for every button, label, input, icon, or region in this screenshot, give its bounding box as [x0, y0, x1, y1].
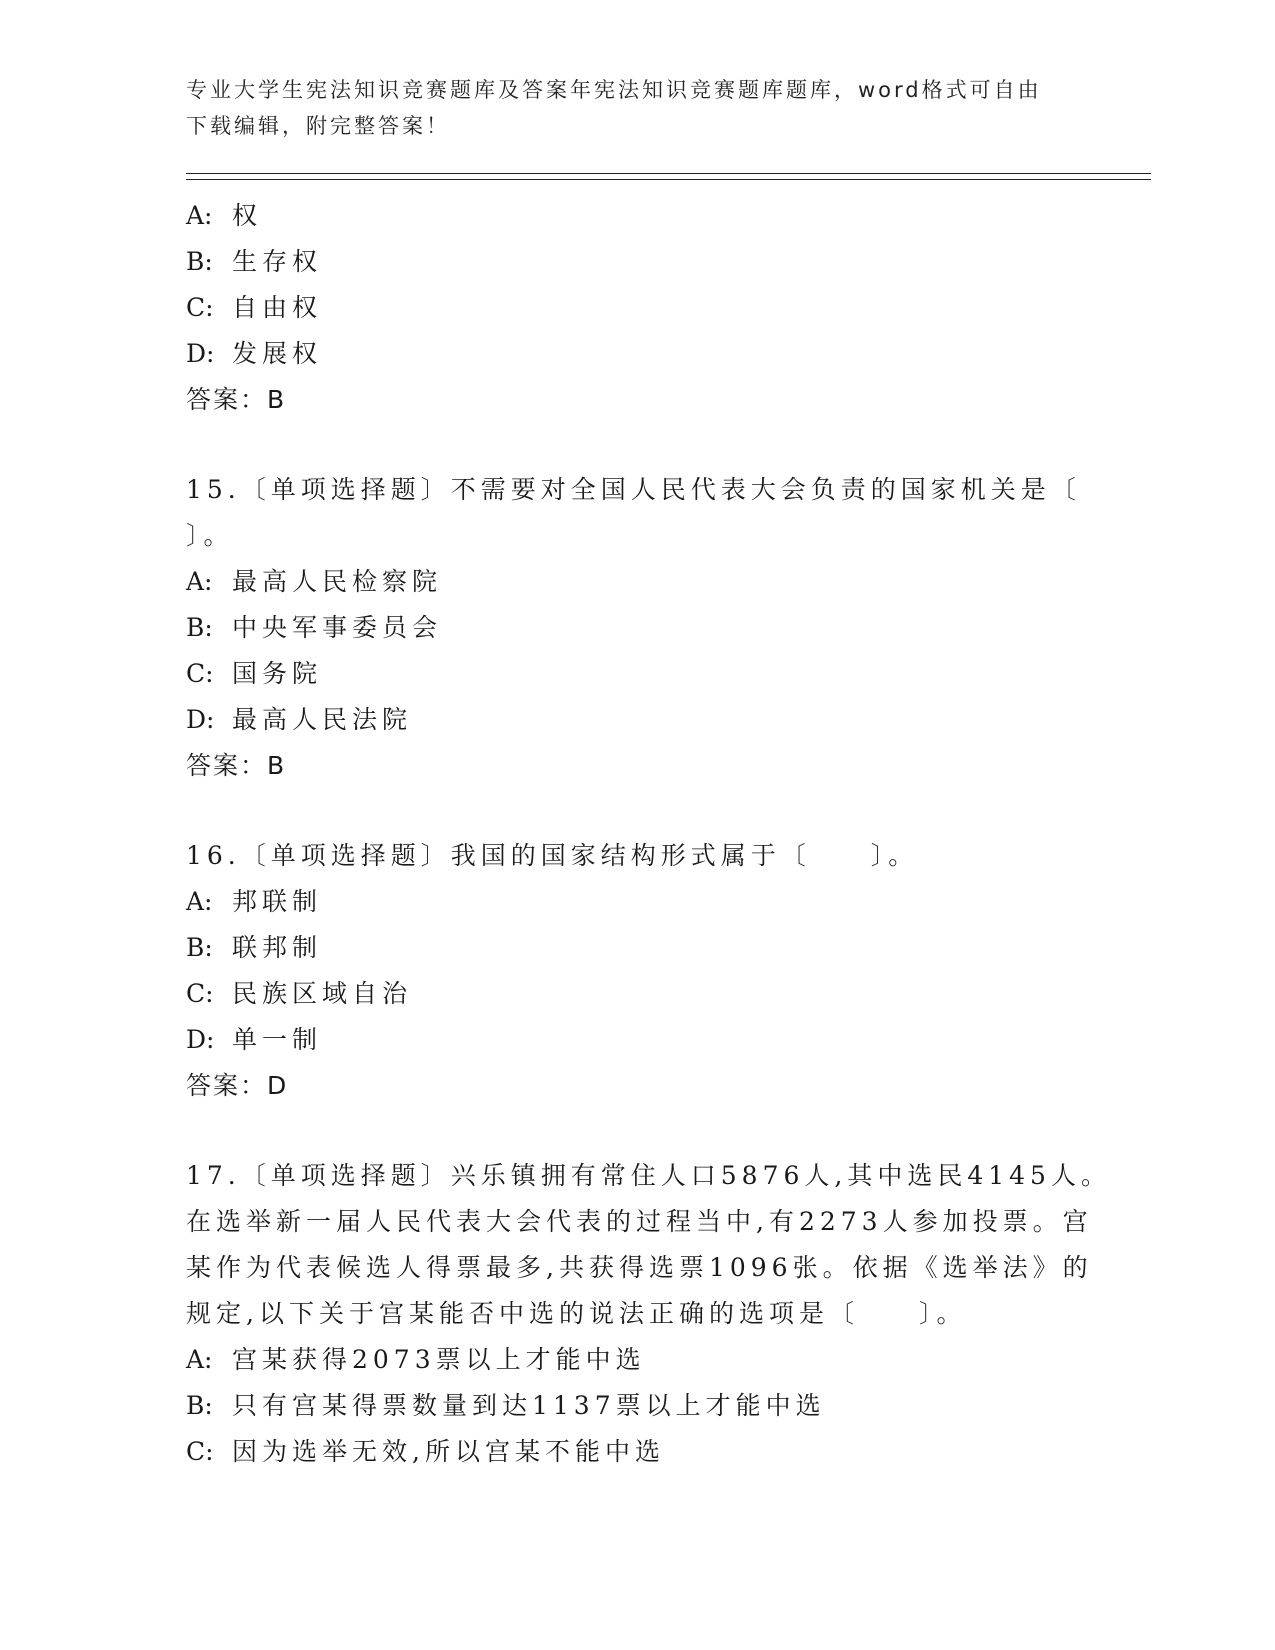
option-c: C: 国务院	[186, 659, 323, 688]
option-a: A: 最高人民检察院	[186, 567, 443, 596]
question-15-answer: 答案：B	[186, 751, 287, 780]
option-a: A: 邦联制	[186, 887, 323, 916]
header-line-1: 专业大学生宪法知识竞赛题库及答案年宪法知识竞赛题库题库，word格式可自由	[186, 78, 1042, 102]
question-15-stem-line-1: 15.〔单项选择题〕不需要对全国人民代表大会负责的国家机关是〔	[186, 475, 1081, 504]
header-line-2: 下载编辑，附完整答案！	[186, 114, 450, 138]
option-c: C: 自由权	[186, 293, 323, 322]
question-14-answer: 答案：B	[186, 385, 287, 414]
option-d: D: 发展权	[186, 339, 323, 368]
question-16-stem: 16.〔单项选择题〕我国的国家结构形式属于〔 〕。	[186, 841, 919, 870]
option-b: B: 生存权	[186, 247, 323, 276]
option-c: C: 民族区域自治	[186, 979, 413, 1008]
question-16-answer: 答案：D	[186, 1071, 289, 1100]
question-16	[186, 833, 1086, 1109]
question-list	[186, 193, 1111, 1475]
option-b: B: 中央军事委员会	[186, 613, 443, 642]
option-b: B: 只有宫某得票数量到达1137票以上才能中选	[186, 1391, 826, 1420]
document-header	[186, 72, 1066, 144]
header-divider-top	[186, 173, 1151, 174]
question-14-options	[186, 193, 1086, 377]
question-17-stem-line-1: 17.〔单项选择题〕兴乐镇拥有常住人口5876人,其中选民4145人。	[186, 1161, 1111, 1190]
option-d: D: 最高人民法院	[186, 705, 413, 734]
question-17-stem-line-4: 规定,以下关于宫某能否中选的说法正确的选项是〔 〕。	[186, 1299, 967, 1328]
question-17-stem-line-3: 某作为代表候选人得票最多,共获得选票1096张。依据《选举法》的	[186, 1253, 1093, 1282]
option-b: B: 联邦制	[186, 933, 323, 962]
option-d: D: 单一制	[186, 1025, 323, 1054]
option-a: A: 宫某获得2073票以上才能中选	[186, 1345, 646, 1374]
question-17	[186, 1153, 1111, 1475]
question-15	[186, 467, 1086, 789]
question-17-stem-line-2: 在选举新一届人民代表大会代表的过程当中,有2273人参加投票。宫	[186, 1207, 1093, 1236]
option-a: A: 权	[186, 201, 263, 230]
header-divider-bottom	[186, 179, 1151, 180]
option-c: C: 因为选举无效,所以宫某不能中选	[186, 1437, 665, 1466]
question-15-stem-line-2: 〕。	[186, 521, 234, 550]
